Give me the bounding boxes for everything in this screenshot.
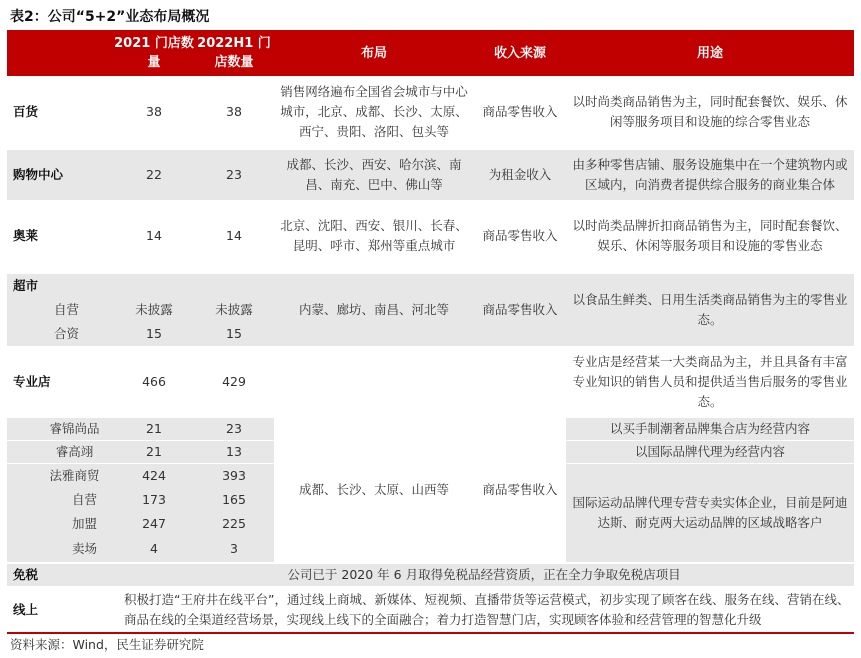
row-label-self-operated: 自营 — [7, 298, 114, 322]
header-layout: 布局 — [274, 30, 474, 76]
header-revenue: 收入来源 — [474, 30, 566, 76]
cell-layout: 成都、长沙、太原、山西等 — [274, 418, 474, 562]
row-label-ruijin-shangpin: 睿锦尚品 — [7, 418, 114, 440]
cell-2021: 21 — [114, 418, 194, 440]
cell-layout: 北京、沈阳、西安、银川、长春、昆明、呼市、郑州等重点城市 — [274, 200, 474, 272]
row-label-department-store: 百货 — [7, 76, 114, 148]
header-2021-stores: 2021 门店数量 — [114, 30, 194, 76]
cell-2021: 14 — [114, 200, 194, 272]
cell-2021: 22 — [114, 150, 194, 200]
cell-revenue: 商品零售收入 — [474, 200, 566, 272]
cell-2021: 未披露 — [114, 298, 194, 322]
cell-2022h1: 3 — [194, 536, 274, 562]
cell-2022h1: 225 — [194, 512, 274, 536]
cell-2022h1: 165 — [194, 488, 274, 512]
cell-2021: 21 — [114, 441, 194, 463]
cell-2022h1: 23 — [194, 418, 274, 440]
cell-layout: 销售网络遍布全国省会城市与中心城市，北京、成都、长沙、太原、西宁、贵阳、洛阳、包头等 — [274, 76, 474, 148]
row-label-specialty-store: 专业店 — [7, 346, 114, 418]
cell-2022h1: 14 — [194, 200, 274, 272]
table-bottom-rule — [7, 632, 854, 634]
row-label-shopping-mall: 购物中心 — [7, 150, 114, 200]
cell-2022h1: 15 — [194, 322, 274, 346]
cell-layout: 内蒙、廊坊、南昌、河北等 — [274, 274, 474, 346]
cell-2022h1: 13 — [194, 441, 274, 463]
row-label-faya-franchise: 加盟 — [7, 512, 114, 536]
duty-free-description: 公司已于 2020 年 6 月取得免税品经营资质，正在全力争取免税店项目 — [114, 564, 854, 586]
cell-revenue: 为租金收入 — [474, 150, 566, 200]
row-label-supermarket: 超市 — [7, 274, 114, 298]
cell-revenue: 商品零售收入 — [474, 76, 566, 148]
row-label-outlet: 奥莱 — [7, 200, 114, 272]
cell-usage: 国际运动品牌代理专营专卖实体企业，目前是阿迪达斯、耐克两大运动品牌的区域战略客户 — [566, 464, 854, 562]
cell-usage: 由多种零售店铺、服务设施集中在一个建筑物内或区域内，向消费者提供综合服务的商业集合体 — [566, 150, 854, 200]
cell-usage: 以国际品牌代理为经营内容 — [566, 441, 854, 463]
cell-2022h1: 未披露 — [194, 298, 274, 322]
table-title: 表2：公司“5+2”业态布局概况 — [10, 9, 210, 25]
cell-2021: 424 — [114, 464, 194, 488]
row-label-joint-venture: 合资 — [7, 322, 114, 346]
cell-usage: 以买手制潮奢品牌集合店为经营内容 — [566, 418, 854, 440]
source-note: 资料来源：Wind，民生证券研究院 — [10, 637, 204, 652]
cell-layout: 成都、长沙、西安、哈尔滨、南昌、南充、巴中、佛山等 — [274, 150, 474, 200]
row-label-faya-trading: 法雅商贸 — [7, 464, 114, 488]
row-label-online: 线上 — [7, 586, 114, 634]
row-label-faya-self: 自营 — [7, 488, 114, 512]
cell-2021: 247 — [114, 512, 194, 536]
cell-usage: 专业店是经营某一大类商品为主，并且具备有丰富专业知识的销售人员和提供适当售后服务的零售业态。 — [566, 346, 854, 418]
cell-2021: 15 — [114, 322, 194, 346]
row-label-faya-counter: 卖场 — [7, 536, 114, 562]
row-label-ruigaoyi: 睿高翊 — [7, 441, 114, 463]
online-description: 积极打造“王府井在线平台”，通过线上商城、新媒体、短视频、直播带货等运营模式，初步实现了顾客在线、服务在线、营销在线、商品在线的全渠道经营场景，实现线上线下的全面融合；着力打造智慧门店，实现顾客体验和经营管理的智慧化升级 — [114, 586, 854, 634]
cell-2021: 38 — [114, 76, 194, 148]
cell-revenue: 商品零售收入 — [474, 274, 566, 346]
cell-2022h1: 429 — [194, 346, 274, 418]
supermarket-blank — [114, 274, 274, 298]
cell-usage: 以时尚类商品销售为主，同时配套餐饮、娱乐、休闲等服务项目和设施的综合零售业态 — [566, 76, 854, 148]
cell-2021: 4 — [114, 536, 194, 562]
header-2022h1-stores: 2022H1 门店数量 — [194, 30, 274, 76]
cell-revenue: 商品零售收入 — [474, 418, 566, 562]
cell-2021: 466 — [114, 346, 194, 418]
header-blank — [7, 30, 114, 76]
header-usage: 用途 — [566, 30, 854, 76]
row-label-duty-free: 免税 — [7, 564, 114, 586]
specialty-blank — [274, 346, 566, 418]
cell-2022h1: 23 — [194, 150, 274, 200]
cell-usage: 以时尚类品牌折扣商品销售为主，同时配套餐饮、娱乐、休闲等服务项目和设施的零售业态 — [566, 200, 854, 272]
cell-usage: 以食品生鲜类、日用生活类商品销售为主的零售业态。 — [566, 274, 854, 346]
cell-2021: 173 — [114, 488, 194, 512]
cell-2022h1: 38 — [194, 76, 274, 148]
cell-2022h1: 393 — [194, 464, 274, 488]
